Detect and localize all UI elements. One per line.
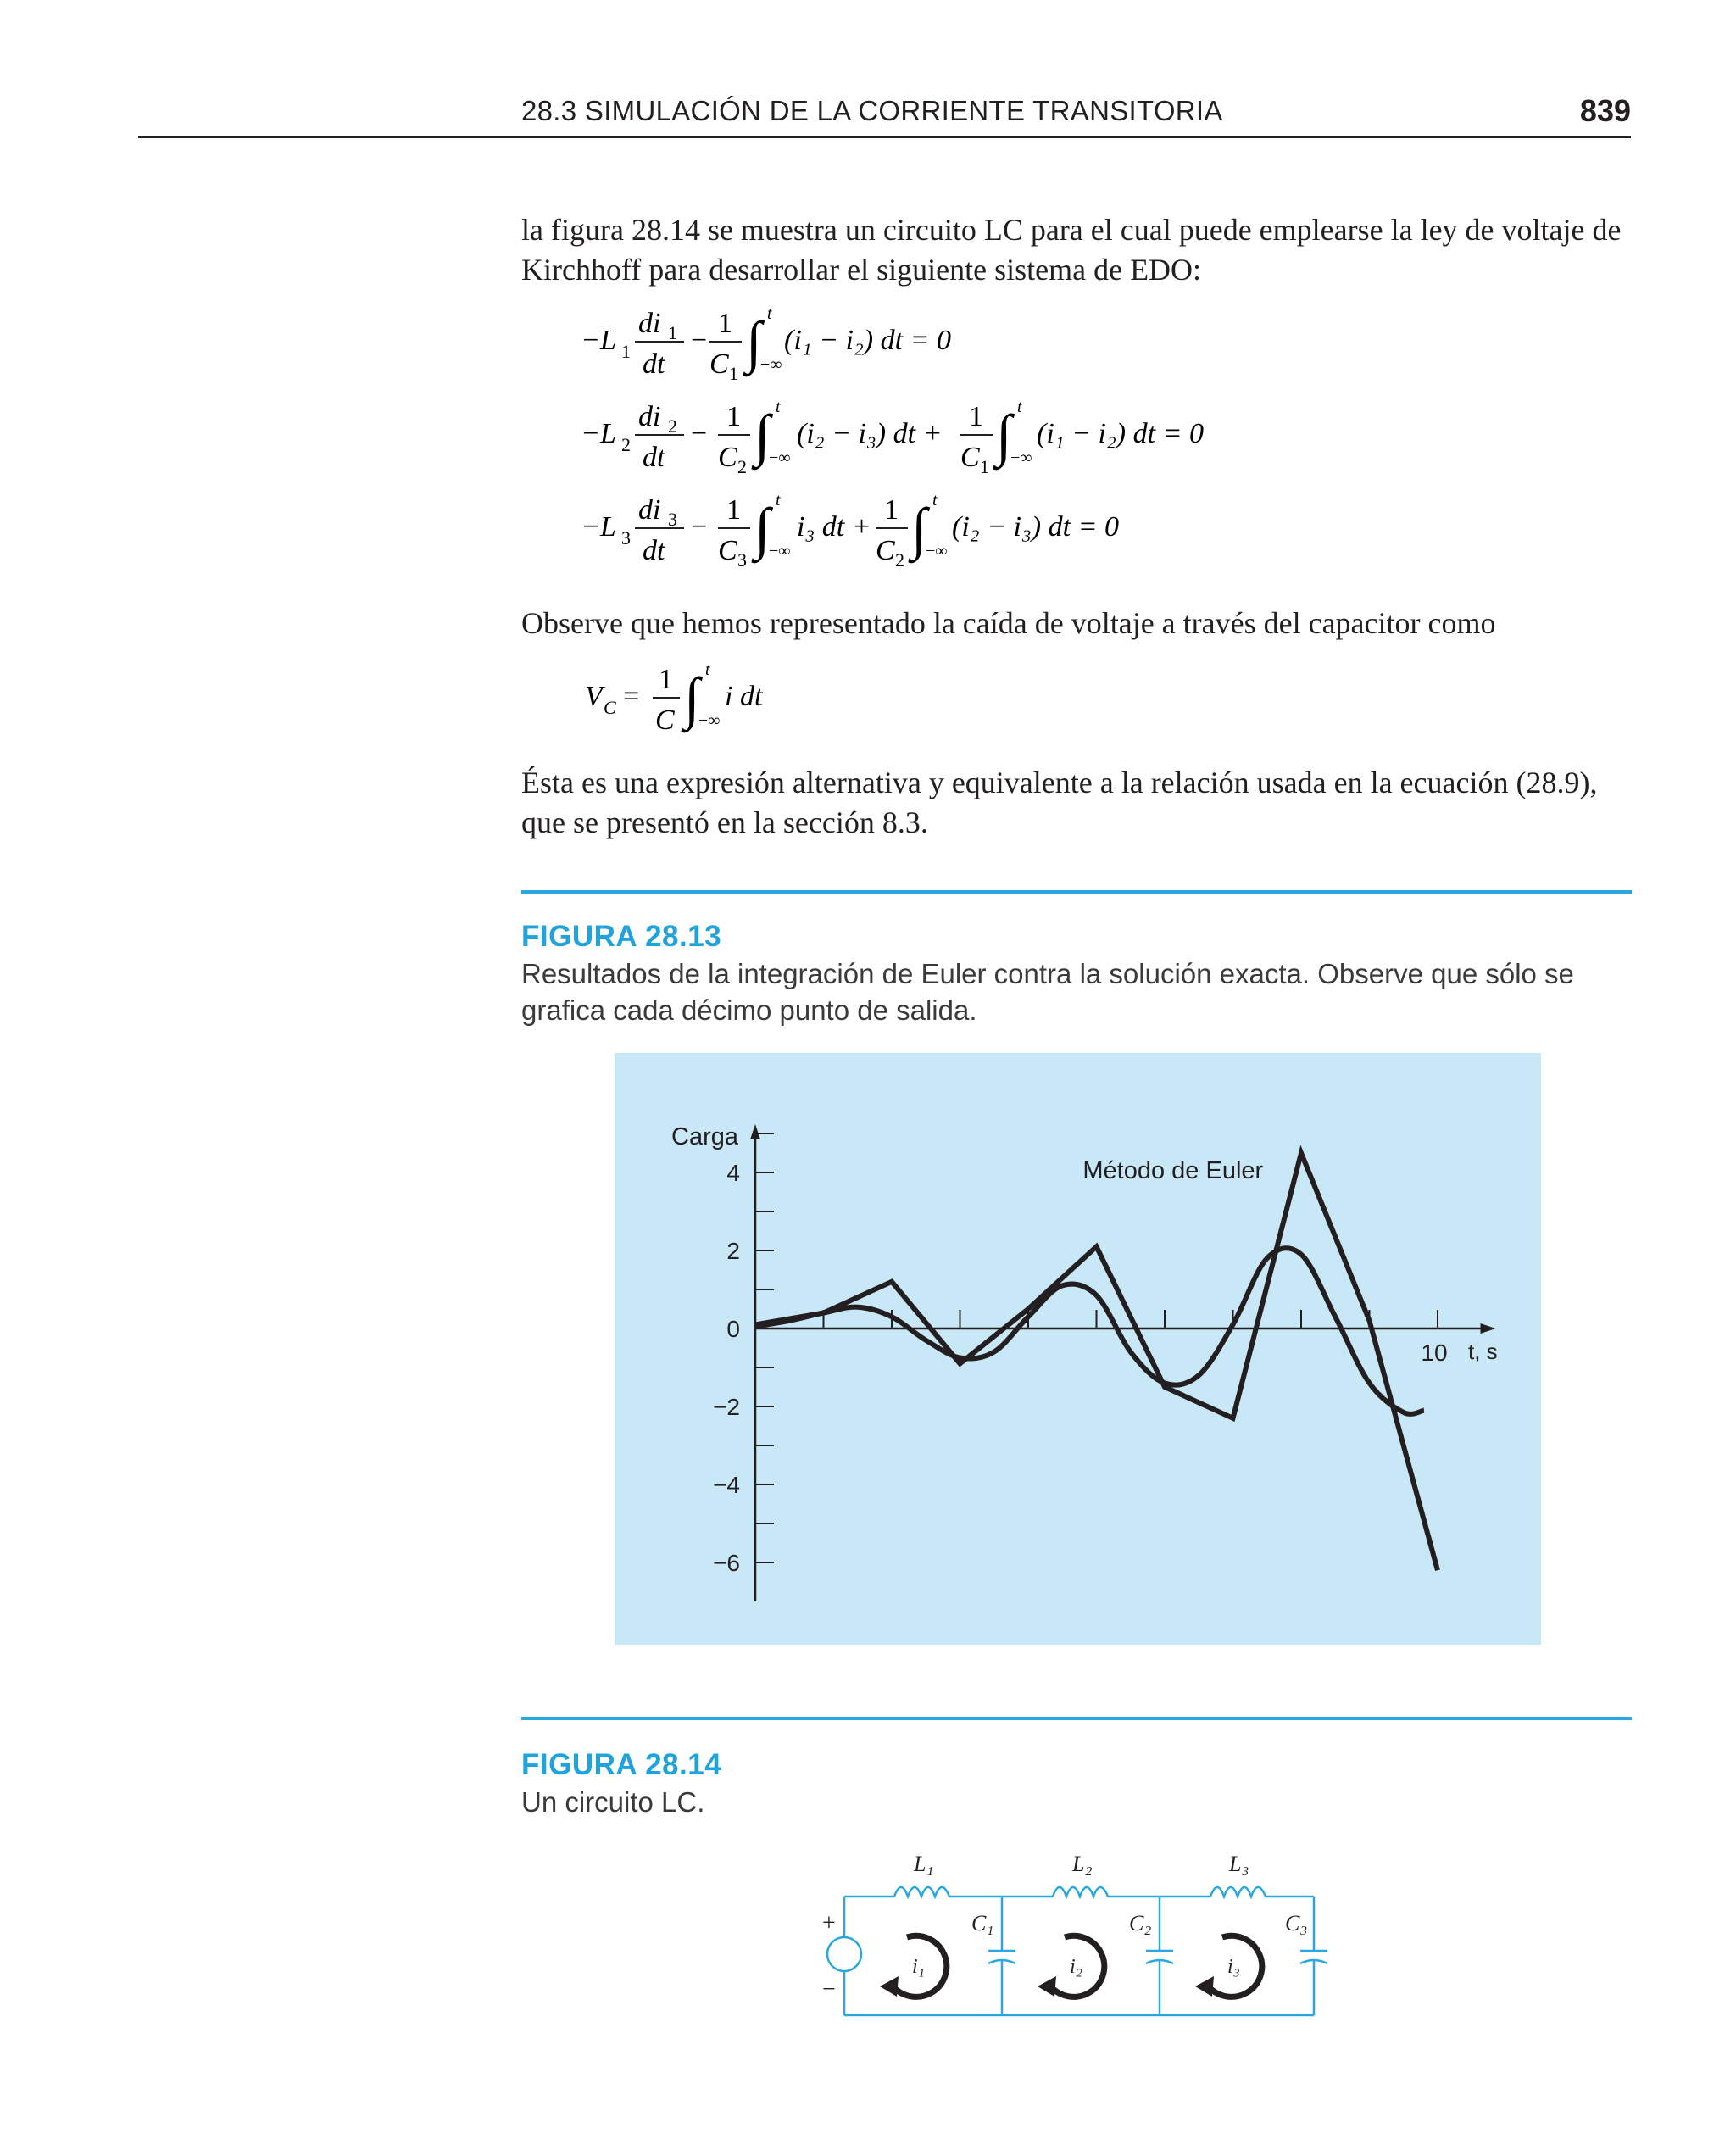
x-tick-label: 10 <box>1421 1340 1448 1366</box>
svg-text:t: t <box>776 398 781 416</box>
svg-text:∫: ∫ <box>911 496 927 560</box>
svg-text:∫: ∫ <box>746 309 762 374</box>
svg-text:∫: ∫ <box>996 403 1012 467</box>
svg-text:1: 1 <box>729 363 738 384</box>
svg-text:i₃ dt +: i₃ dt + <box>797 511 871 543</box>
exact-series-line <box>755 1248 1424 1414</box>
svg-text:di: di <box>638 308 661 339</box>
current-label-2: i₂ <box>1070 1956 1083 1978</box>
figure-13-rule <box>521 890 1632 894</box>
svg-text:(i₂ − i₃) dt +: (i₂ − i₃) dt + <box>797 418 943 449</box>
equation-2 <box>581 398 1204 477</box>
svg-text:dt: dt <box>643 442 665 473</box>
figure-14-label: FIGURA 28.14 <box>521 1748 722 1781</box>
svg-text:C: C <box>604 697 616 718</box>
svg-text:2: 2 <box>668 415 677 437</box>
figure-14-rule <box>521 1717 1632 1720</box>
svg-text:(i₂ − i₃) dt = 0: (i₂ − i₃) dt = 0 <box>952 511 1120 543</box>
inductor-label-2: L₂ <box>1072 1852 1093 1876</box>
inductor-label-3: L₃ <box>1229 1852 1249 1876</box>
capacitor-label-2: C₂ <box>1129 1911 1152 1936</box>
header-rule <box>138 136 1631 138</box>
body-paragraph-3: Ésta es una expresión alternativa y equivalente a la relación usada en la ecuación (28.9), que se presentó en la sección 8.3. <box>521 766 1598 839</box>
y-tick-label: 0 <box>726 1316 740 1342</box>
source-minus: − <box>822 1976 836 2002</box>
svg-text:dt: dt <box>643 535 665 566</box>
svg-text:1: 1 <box>884 494 899 526</box>
svg-text:2: 2 <box>737 456 747 477</box>
y-axis-label: Carga <box>671 1123 738 1150</box>
svg-text:−L: −L <box>581 418 616 449</box>
svg-text:−∞: −∞ <box>926 542 948 560</box>
svg-text:1: 1 <box>659 664 673 695</box>
equation-1 <box>581 304 951 384</box>
svg-text:1: 1 <box>980 456 989 477</box>
x-axis-label: t, s <box>1468 1339 1498 1364</box>
svg-text:−∞: −∞ <box>760 355 782 374</box>
capacitor-label-3: C₃ <box>1285 1911 1308 1936</box>
svg-text:−∞: −∞ <box>1010 448 1032 467</box>
svg-text:3: 3 <box>668 509 677 530</box>
svg-text:C: C <box>655 705 675 736</box>
svg-text:C: C <box>718 535 737 566</box>
page-number: 839 <box>1579 93 1631 128</box>
svg-text:dt: dt <box>643 348 665 380</box>
ode-system <box>572 297 1420 585</box>
y-tick-label: 4 <box>726 1160 740 1186</box>
chart-panel <box>615 1053 1541 1645</box>
svg-text:−∞: −∞ <box>769 542 791 560</box>
svg-text:∫: ∫ <box>754 496 771 560</box>
svg-text:∫: ∫ <box>754 403 771 467</box>
svg-text:di: di <box>638 494 661 526</box>
euler-series-line <box>755 1153 1438 1570</box>
figure-14-caption: Un circuito LC. <box>521 1786 705 1818</box>
svg-text:C: C <box>709 348 729 380</box>
svg-text:−: − <box>691 511 708 543</box>
svg-text:t: t <box>1017 398 1022 416</box>
capacitor-label-1: C₁ <box>971 1911 994 1936</box>
y-tick-label: −2 <box>713 1394 740 1420</box>
svg-text:1: 1 <box>969 401 983 432</box>
svg-text:2: 2 <box>895 549 904 571</box>
current-label-1: i₁ <box>912 1956 926 1978</box>
svg-text:=: = <box>623 681 640 712</box>
svg-text:1: 1 <box>621 341 631 362</box>
equation-3 <box>581 491 1119 571</box>
y-tick-label: −6 <box>713 1550 740 1576</box>
svg-text:t: t <box>767 304 772 323</box>
lc-circuit-diagram <box>814 1835 1339 2030</box>
euler-annotation: Método de Euler <box>1082 1156 1264 1184</box>
svg-text:−L: −L <box>581 325 616 356</box>
running-head: 28.3 SIMULACIÓN DE LA CORRIENTE TRANSITORIA <box>521 95 1223 126</box>
chart-labels <box>671 1123 1498 1576</box>
svg-text:i dt: i dt <box>725 681 763 712</box>
svg-text:−: − <box>691 325 708 356</box>
svg-text:t: t <box>932 491 938 510</box>
svg-text:C: C <box>718 442 737 473</box>
svg-text:−L: −L <box>581 511 616 543</box>
svg-text:V: V <box>585 681 603 712</box>
figure-13-label: FIGURA 28.13 <box>521 920 722 953</box>
svg-text:C: C <box>876 535 895 566</box>
svg-text:−∞: −∞ <box>769 448 791 467</box>
svg-text:di: di <box>638 401 661 432</box>
svg-text:1: 1 <box>668 322 677 343</box>
svg-text:∫: ∫ <box>684 666 700 730</box>
y-tick-label: 2 <box>726 1238 740 1264</box>
svg-text:1: 1 <box>718 308 732 339</box>
svg-text:3: 3 <box>621 527 631 549</box>
svg-text:1: 1 <box>726 494 741 526</box>
svg-text:(i₁ − i₂) dt = 0: (i₁ − i₂) dt = 0 <box>784 325 952 356</box>
svg-text:1: 1 <box>726 401 741 432</box>
y-axis-arrow <box>750 1124 760 1139</box>
figure-13-caption: Resultados de la integración de Euler contra la solución exacta. Observe que sólo se grafica cada décimo punto de salida. <box>521 958 1574 1026</box>
svg-text:t: t <box>776 491 781 510</box>
svg-text:−∞: −∞ <box>698 711 721 730</box>
x-axis-arrow <box>1481 1323 1496 1334</box>
inductor-label-1: L₁ <box>914 1852 934 1876</box>
capacitor-voltage-equation <box>581 653 835 746</box>
source-plus: + <box>822 1910 836 1936</box>
svg-text:t: t <box>705 660 710 679</box>
y-tick-label: −4 <box>713 1472 740 1498</box>
current-label-3: i₃ <box>1227 1956 1241 1978</box>
chart-series <box>755 1153 1438 1570</box>
chart-axes <box>750 1124 1496 1601</box>
svg-text:3: 3 <box>737 549 747 571</box>
body-paragraph-1: la figura 28.14 se muestra un circuito LC para el cual puede emplearse la ley de voltaje de Kirchhoff para desarrollar el siguiente sistema de EDO: <box>521 213 1622 287</box>
svg-text:C: C <box>960 442 980 473</box>
svg-text:2: 2 <box>621 434 631 455</box>
svg-text:(i₁ − i₂) dt = 0: (i₁ − i₂) dt = 0 <box>1037 418 1205 449</box>
svg-text:−: − <box>691 418 708 449</box>
charge-chart <box>615 1053 1541 1645</box>
body-paragraph-2: Observe que hemos representado la caída de voltaje a través del capacitor como <box>521 606 1496 640</box>
